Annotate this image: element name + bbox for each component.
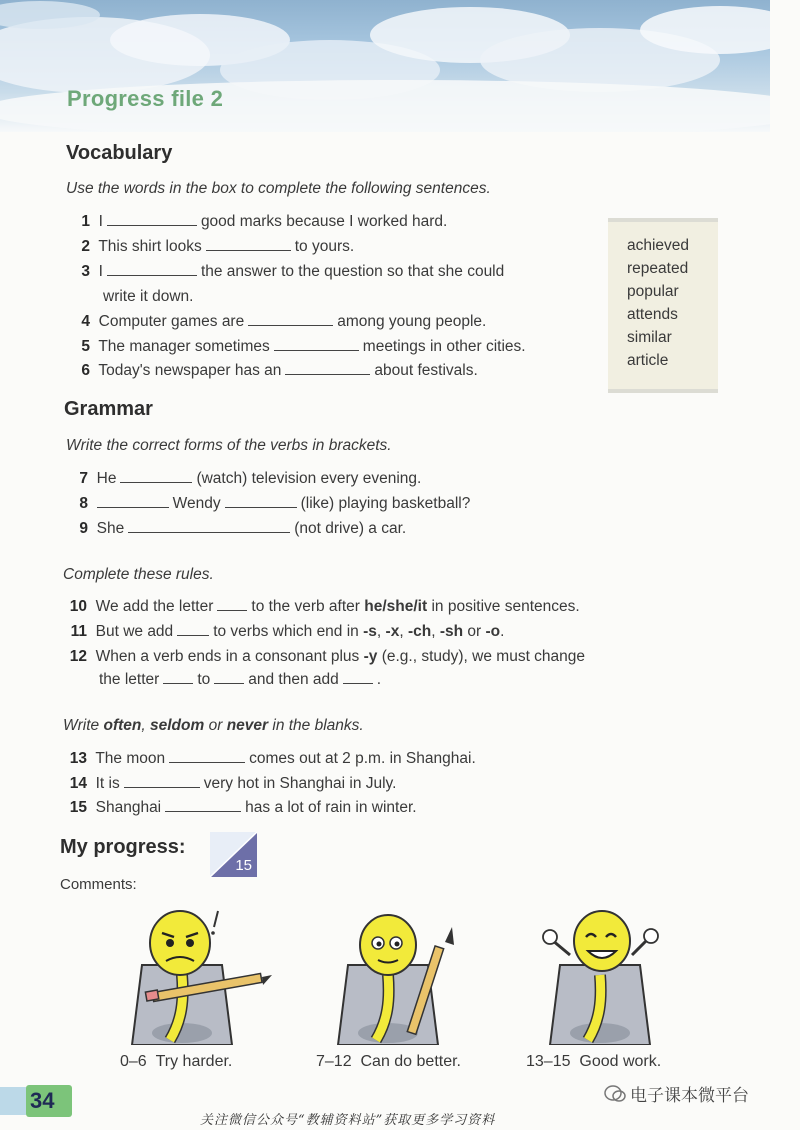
sky-header-banner (0, 0, 770, 132)
answer-blank[interactable] (177, 634, 209, 636)
mascot-try-harder-icon (122, 905, 272, 1045)
word-box (608, 218, 718, 393)
answer-blank[interactable] (285, 373, 370, 375)
grammar-item-7: 7 He (watch) television every evening. (79, 470, 422, 487)
vocab-item-3-continued: write it down. (103, 288, 194, 305)
rule-item-12: 12 When a verb ends in a consonant plus -y (e.g., study), we must change (69, 648, 586, 665)
word-box-item: attends (627, 306, 678, 323)
page-number-badge (26, 1085, 72, 1117)
answer-blank[interactable] (107, 224, 197, 226)
vocab-item-3: 3 I the answer to the question so that she could (81, 263, 505, 280)
adverb-item-15: 15 Shanghai has a lot of rain in winter. (69, 799, 417, 816)
adverb-instruction: Write often, seldom or never in the blanks. (63, 717, 364, 734)
answer-blank[interactable] (206, 249, 291, 251)
page-number-stripe (0, 1087, 26, 1115)
answer-blank[interactable] (120, 481, 192, 483)
page-number: 34 (30, 1088, 55, 1113)
chat-bubble-icon (604, 1084, 626, 1104)
answer-blank[interactable] (169, 761, 245, 763)
word-box-item: achieved (627, 237, 690, 254)
level-caption-1: 0–6 Try harder. (120, 1053, 233, 1070)
answer-blank[interactable] (97, 506, 169, 508)
answer-blank[interactable] (274, 349, 359, 351)
vocabulary-instruction: Use the words in the box to complete the following sentences. (66, 180, 491, 197)
page-title: Progress file 2 (67, 86, 224, 111)
word-box-item: article (627, 352, 669, 369)
word-box-item: repeated (627, 260, 689, 277)
answer-blank[interactable] (165, 810, 241, 812)
vocab-item-2: 2 This shirt looks to yours. (81, 238, 355, 255)
answer-blank[interactable] (217, 609, 247, 611)
rule-item-10: 10 We add the letter to the verb after he/she/it in positive sentences. (69, 598, 580, 615)
answer-blank[interactable] (124, 786, 200, 788)
answer-blank[interactable] (214, 682, 244, 684)
answer-blank[interactable] (343, 682, 373, 684)
level-caption-2: 7–12 Can do better. (316, 1053, 461, 1070)
vocabulary-heading: Vocabulary (66, 142, 173, 164)
mascot-good-work-icon (540, 905, 690, 1045)
grammar-item-8: 8 Wendy (like) playing basketball? (79, 495, 471, 512)
level-caption-3: 13–15 Good work. (526, 1053, 662, 1070)
adverb-item-13: 13 The moon comes out at 2 p.m. in Shanghai. (69, 750, 476, 767)
grammar-heading: Grammar (64, 398, 153, 420)
word-box-item: popular (627, 283, 679, 300)
word-box-item: similar (627, 329, 672, 346)
score-total: 15 (235, 857, 252, 874)
footer-note: 关注微信公众号“教辅资料站”获取更多学习资料 (200, 1113, 496, 1128)
rules-instruction: Complete these rules. (63, 566, 214, 583)
answer-blank[interactable] (107, 274, 197, 276)
rule-item-11: 11 But we add to verbs which end in -s, -x, -ch, -sh or -o. (70, 623, 505, 640)
vocab-item-5: 5 The manager sometimes meetings in other cities. (81, 338, 526, 355)
grammar-item-9: 9 She (not drive) a car. (79, 520, 407, 537)
adverb-item-14: 14 It is very hot in Shanghai in July. (69, 775, 397, 792)
grammar-instruction: Write the correct forms of the verbs in brackets. (66, 437, 392, 454)
rule-item-12-continued: the letter to and then add . (99, 671, 382, 688)
my-progress-label: My progress: (60, 836, 186, 858)
vocab-item-6: 6 Today's newspaper has an about festivals. (81, 362, 478, 379)
vocab-item-4: 4 Computer games are among young people. (81, 313, 487, 330)
answer-blank[interactable] (128, 531, 290, 533)
answer-blank[interactable] (248, 324, 333, 326)
comments-label: Comments: (60, 876, 137, 893)
answer-blank[interactable] (163, 682, 193, 684)
score-box[interactable] (210, 832, 257, 877)
mascot-can-do-better-icon (328, 905, 478, 1045)
answer-blank[interactable] (225, 506, 297, 508)
watermark-text: 电子课本微平台 (630, 1086, 749, 1105)
vocab-item-1: 1 I good marks because I worked hard. (81, 213, 448, 230)
